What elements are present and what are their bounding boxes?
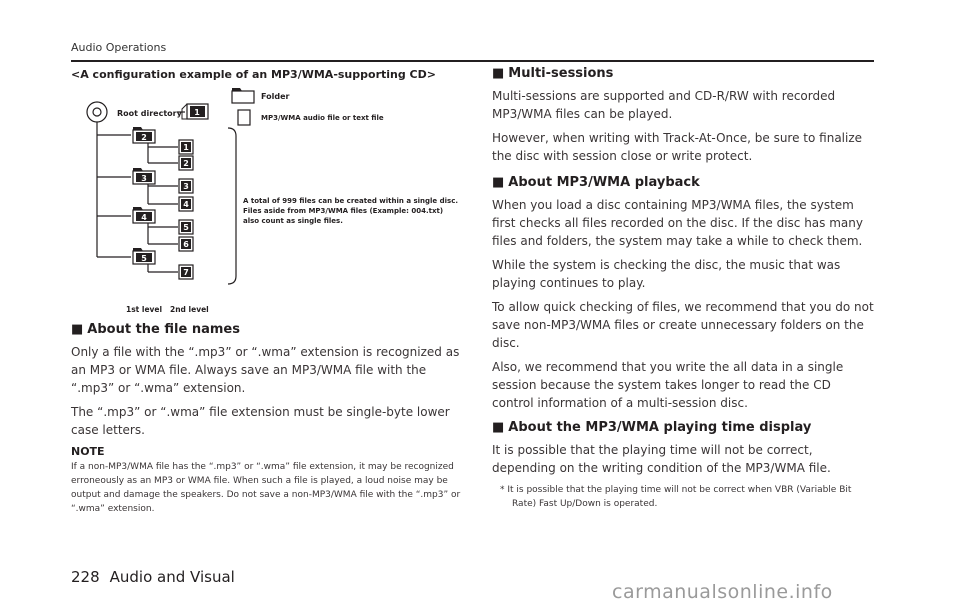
multi-sessions-heading: ■ Multi-sessions [492, 66, 614, 81]
file-number: 7 [183, 268, 189, 277]
file-icon [179, 237, 193, 251]
file-names-paragraph: Only a file with the “.mp3” or “.wma” extension is recognized as an MP3 or WMA file. Always save an MP3/WMA file with the “.mp3” or “.wma” extension. [71, 345, 460, 395]
section-header: Audio Operations [71, 41, 167, 54]
square-bullet-icon: ■ [492, 175, 505, 190]
file-number: 3 [183, 182, 189, 191]
folder-icon [133, 248, 155, 264]
multi-sessions-paragraph: Multi-sessions are supported and CD-R/RW with recorded MP3/WMA files can be played. [492, 89, 836, 121]
square-bullet-icon: ■ [71, 322, 84, 337]
root-directory-label: Root directory [117, 109, 182, 118]
folder-icon [133, 207, 155, 223]
cd-disc-icon [87, 102, 107, 122]
folder-tree-diagram [0, 0, 480, 320]
file-number: 2 [183, 159, 189, 168]
file-names-heading: ■ About the file names [71, 322, 240, 337]
multi-sessions-paragraph: However, when writing with Track-At-Once, be sure to finalize the disc with session close or write protect. [492, 131, 863, 163]
legend-folder-label: Folder [261, 92, 290, 101]
playback-paragraph: When you load a disc containing MP3/WMA files, the system first checks all files recorded on the disc. If the disc has many files and folders, the system may take a while to check them. [492, 198, 863, 248]
left-column [71, 322, 461, 516]
right-column [492, 66, 876, 511]
folder-icon [133, 127, 155, 143]
playing-time-heading: ■ About the MP3/WMA playing time display [492, 420, 812, 435]
root-file-number: 1 [194, 108, 200, 117]
file-icon [179, 140, 193, 154]
file-number: 5 [183, 223, 189, 232]
file-number: 4 [183, 200, 189, 209]
folder-icon [133, 168, 155, 184]
file-icon [179, 197, 193, 211]
playback-paragraph: Also, we recommend that you write the all data in a single session because the system takes longer to read the CD control information of a multi-session disc. [492, 360, 844, 410]
folder-number: 3 [141, 174, 147, 183]
note-text: If a non-MP3/WMA file has the “.mp3” or “.wma” file extension, it may be recognized erroneously as an MP3 or WMA file. When such a file is played, a loud noise may be output and damage the speakers. Do not save a non-MP3/WMA file with the “.mp3” or “.wma” extension. [71, 462, 461, 514]
playback-paragraph: To allow quick checking of files, we recommend that you do not save non-MP3/WMA files or create unnecessary folders on the disc. [492, 300, 874, 350]
playing-time-footnote: * It is possible that the playing time will not be correct when VBR (Variable Bit Rate) Fast Up/Down is operated. [500, 485, 852, 509]
file-icon [179, 220, 193, 234]
square-bullet-icon: ■ [492, 420, 505, 435]
file-limit-note-line2: Files aside from MP3/WMA files (Example: 004.txt) [243, 207, 444, 215]
file-number: 1 [183, 143, 189, 152]
diagram-caption: <A configuration example of an MP3/WMA-supporting CD> [71, 68, 436, 81]
file-limit-note-line1: A total of 999 files can be created within a single disc. [243, 197, 459, 205]
playing-time-paragraph: It is possible that the playing time will not be correct, depending on the writing condition of the MP3/WMA file. [492, 443, 831, 475]
first-level-label: 1st level [126, 305, 163, 314]
folder-number: 5 [141, 254, 147, 263]
file-icon [179, 179, 193, 193]
legend-file-icon [238, 110, 250, 125]
page-footer [71, 568, 235, 586]
square-bullet-icon: ■ [492, 66, 505, 81]
file-icon [179, 156, 193, 170]
folder-number: 2 [141, 133, 147, 142]
cd-disc-hole [93, 108, 101, 116]
playback-paragraph: While the system is checking the disc, the music that was playing continues to play. [492, 258, 841, 290]
note-heading: NOTE [71, 445, 105, 458]
page-number: 228 [71, 568, 100, 586]
folder-number: 4 [141, 213, 147, 222]
file-limit-note-line3: also count as single files. [243, 217, 343, 225]
second-level-label: 2nd level [170, 305, 209, 314]
file-number: 6 [183, 240, 189, 249]
playback-heading: ■ About MP3/WMA playback [492, 175, 700, 190]
legend-file-label: MP3/WMA audio file or text file [261, 114, 384, 122]
footer-section-title: Audio and Visual [109, 568, 235, 586]
watermark: carmanualsonline.info [612, 581, 833, 603]
file-names-paragraph: The “.mp3” or “.wma” file extension must be single-byte lower case letters. [71, 405, 450, 437]
file-icon [179, 265, 193, 279]
legend-folder-icon [232, 88, 254, 103]
root-file-icon [182, 104, 208, 119]
